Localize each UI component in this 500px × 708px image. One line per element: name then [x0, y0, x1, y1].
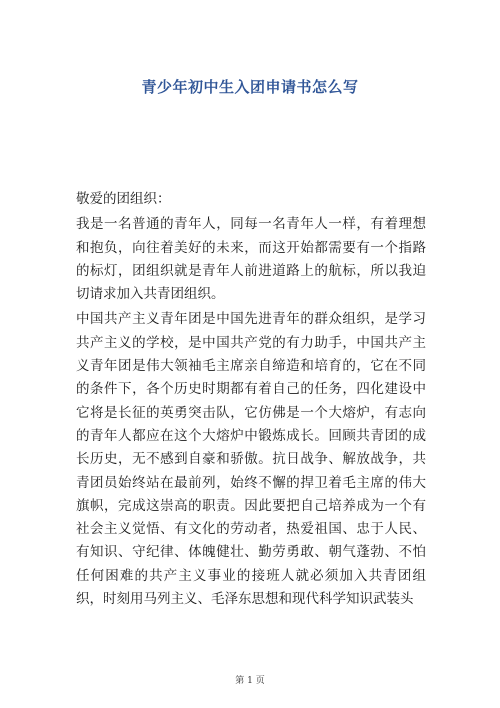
- paragraph: 我是一名普通的青年人，同每一名青年人一样，有着理想和抱负，向往着美好的未来，而这开始都需要有一个指路的标灯，团组织就是青年人前进道路上的航标，所以我迫切请求加入共青团组织。: [76, 216, 426, 303]
- page-number: 第 1 页: [235, 676, 265, 686]
- paragraph: 中国共产主义青年团是中国先进青年的群众组织，是学习共产主义的学校，是中国共产党的有力助手，中国共产主义青年团是伟大领袖毛主席亲自缔造和培育的，它在不同的条件下，各个历史时期都有着自己的任务，四化建设中它将是长征的英勇突击队，它仿佛是一个大熔炉，有志向的青年人都应在这个大熔炉中锻炼成长。回顾共青团的成长历史，无不感到自豪和骄傲。抗日战争、解放战争，共青团员始终站在最前列，始终不懈的捍卫着毛主席的伟大旗帜，完成这崇高的职责。因此要把自己培养成为一个有社会主义觉悟、有文化的劳动者，热爱祖国、忠于人民、有知识、守纪律、体魄健壮、勤劳勇敢、朝气蓬勃、不怕任何困难的共产主义事业的接班人就必须加入共青团组织，时刻用马列主义、毛泽东思想和现代科学知识武装头: [76, 311, 426, 608]
- document-body: [76, 188, 426, 611]
- salutation: 敬爱的团组织：: [76, 191, 171, 207]
- document-title: 青少年初中生入团申请书怎么写: [141, 78, 359, 96]
